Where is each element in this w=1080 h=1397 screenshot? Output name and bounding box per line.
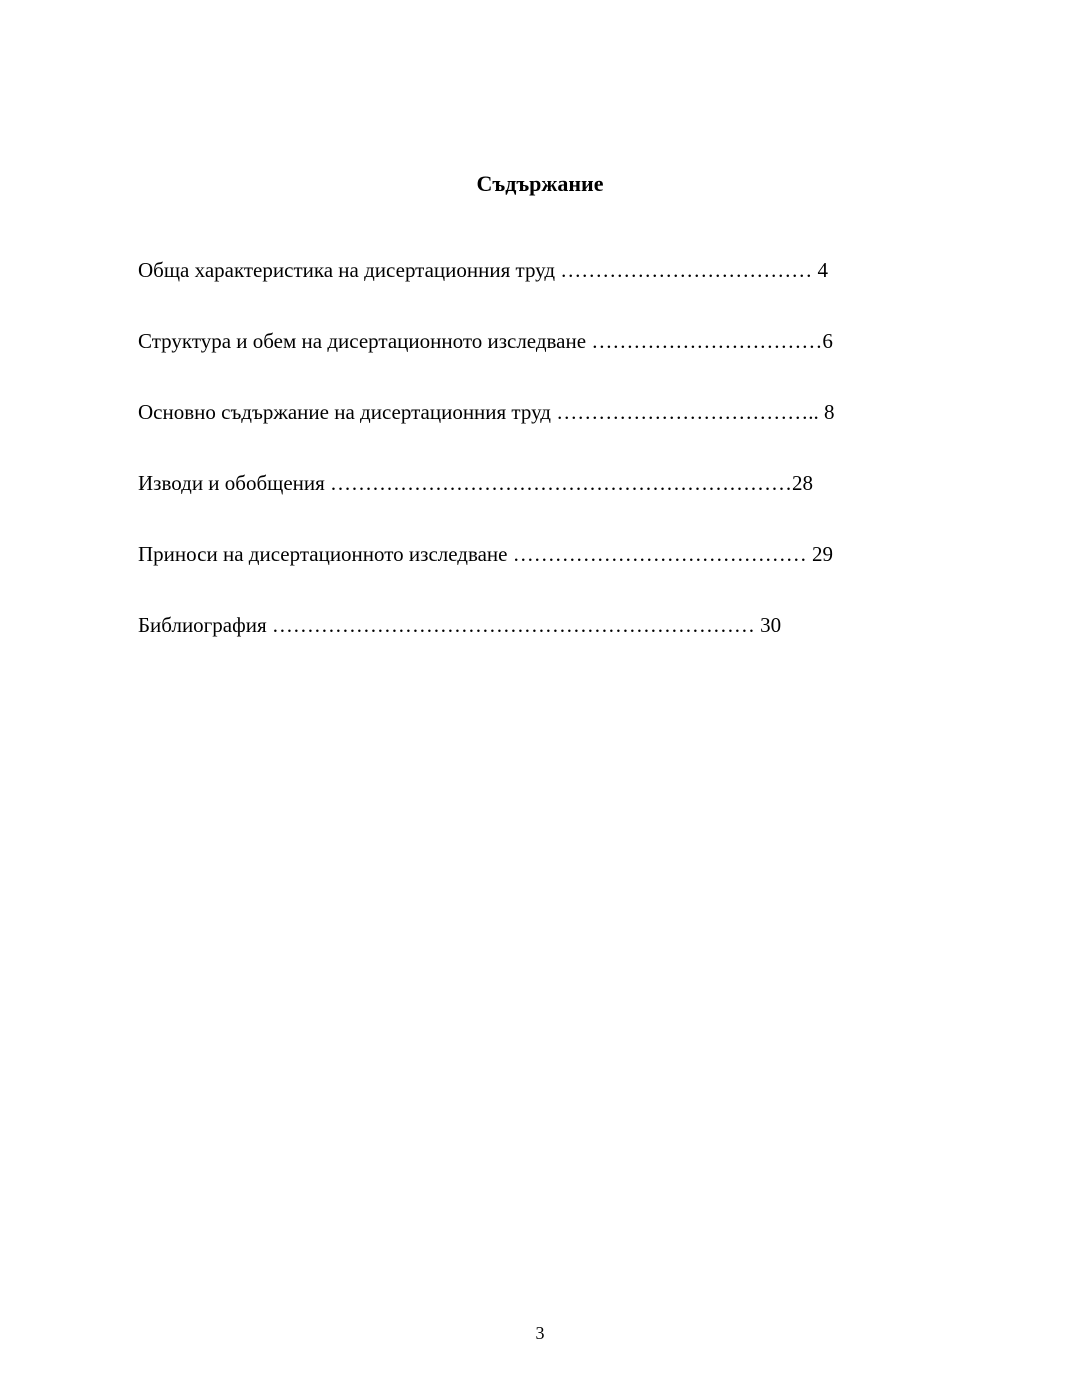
table-of-contents [138, 256, 958, 682]
toc-entry-line [138, 540, 958, 568]
toc-entry-title: Приноси на дисертационното изследване [138, 542, 508, 566]
toc-entry-page: 28 [792, 471, 814, 495]
toc-entry-leader-dots: …………………………………………………………… [266, 613, 755, 637]
toc-entry-leader-dots: …………………………………… [507, 542, 807, 566]
toc-entry-page: 29 [806, 542, 833, 566]
toc-entry-title: Библиография [138, 613, 267, 637]
toc-entry-leader-dots: ……………………………… [555, 258, 813, 282]
toc-entry-structure-and-volume[interactable] [138, 327, 958, 398]
toc-entry-leader-dots: ………………………………. [550, 400, 814, 424]
page-title: Съдържание [476, 171, 604, 196]
toc-entry-line [138, 256, 958, 284]
page-number: 3 [535, 1323, 545, 1343]
toc-entry-line [138, 398, 958, 426]
toc-entry-line [138, 469, 958, 497]
toc-entry-main-content[interactable] [138, 398, 958, 469]
toc-entry-line [138, 611, 958, 639]
toc-entry-page: 30 [754, 613, 782, 637]
toc-entry-line [138, 327, 958, 355]
toc-entry-title: Обща характеристика на дисертационния труд [138, 258, 556, 282]
toc-entry-title: Изводи и обобщения [138, 471, 325, 495]
toc-entry-page: 4 [812, 258, 829, 282]
toc-entry-page: 6 [822, 329, 833, 353]
toc-entry-leader-dots: ………………………………………………………… [324, 471, 793, 495]
toc-entry-leader-dots: …………………………… [586, 329, 823, 353]
toc-entry-bibliography[interactable] [138, 611, 958, 682]
toc-entry-conclusions[interactable] [138, 469, 958, 540]
toc-entry-contributions[interactable] [138, 540, 958, 611]
toc-entry-title: Структура и обем на дисертационното изследване [138, 329, 587, 353]
toc-entry-page: . 8 [813, 400, 835, 424]
toc-entry-title: Основно съдържание на дисертационния труд [138, 400, 551, 424]
toc-entry-general-characteristics[interactable] [138, 256, 958, 327]
